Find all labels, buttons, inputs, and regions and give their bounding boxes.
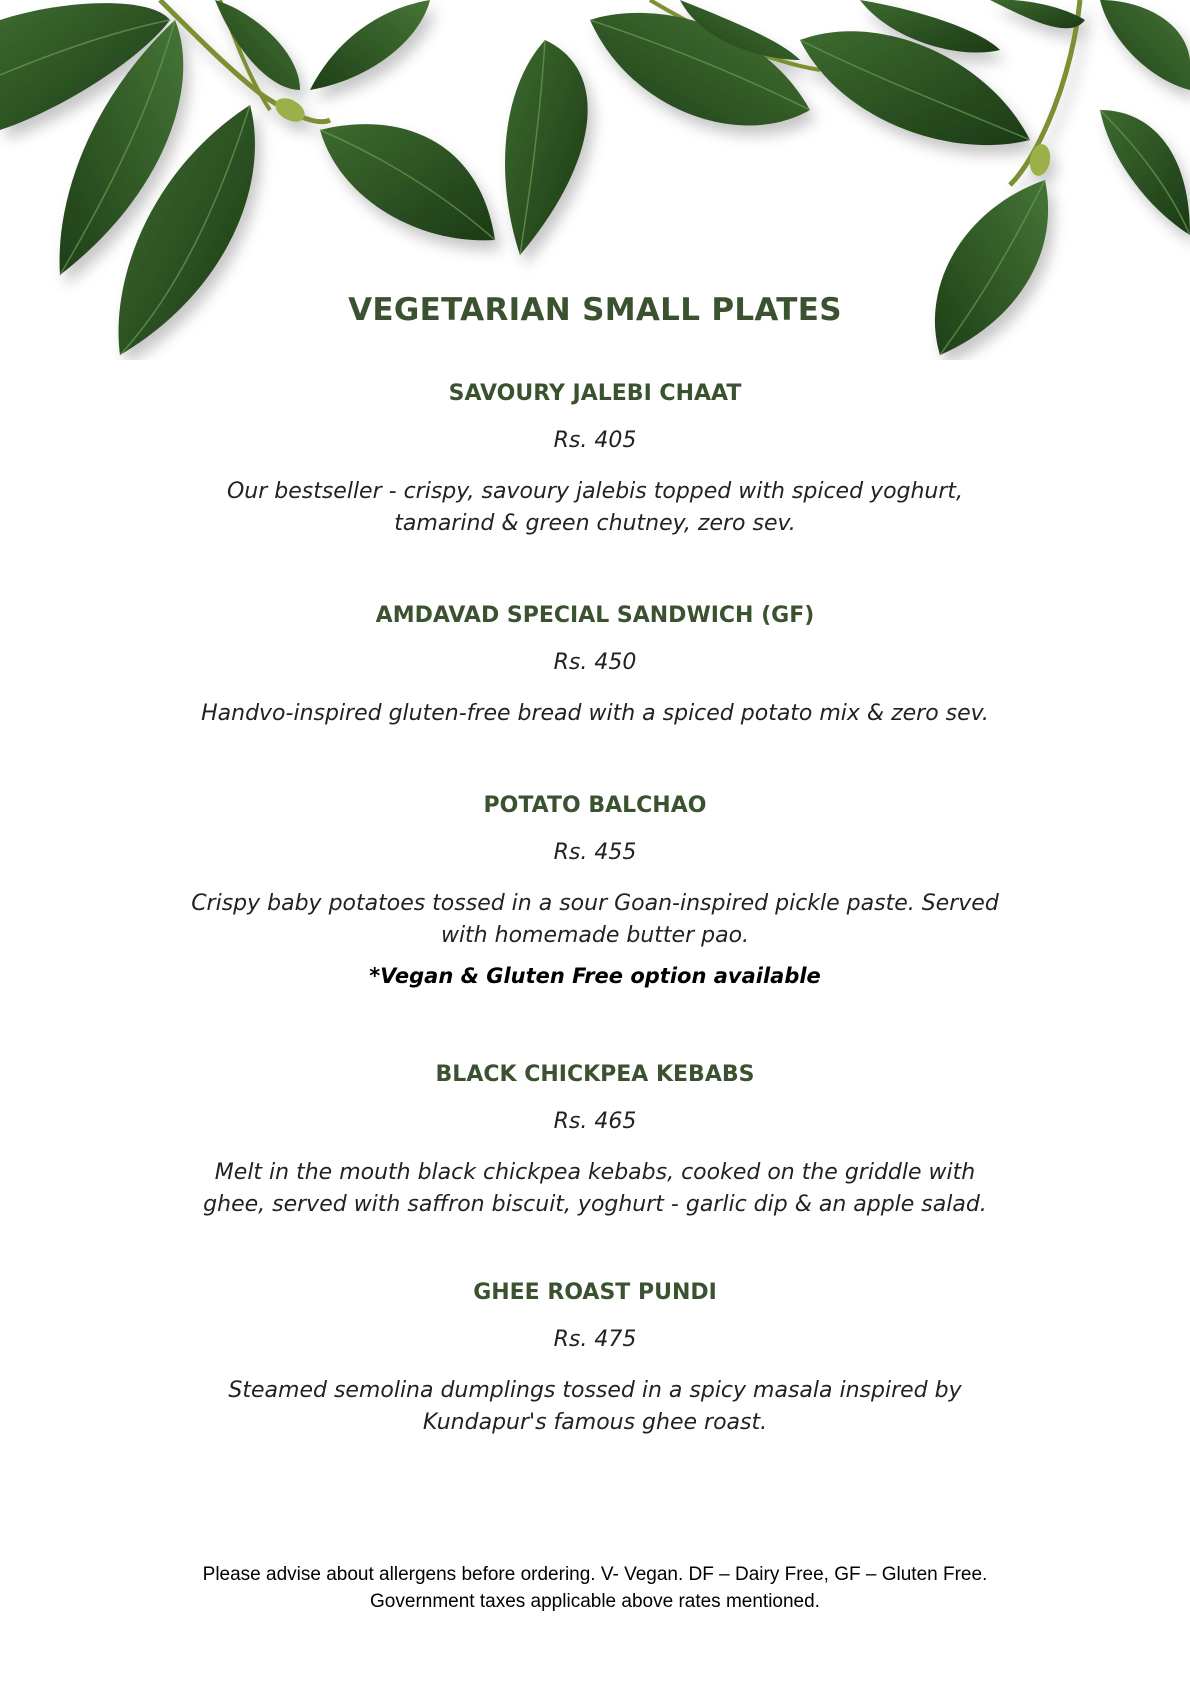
item-price: Rs. 405 xyxy=(553,428,637,453)
menu-item xyxy=(0,1280,1190,1439)
item-description xyxy=(0,888,1190,952)
item-description-line: with homemade butter pao. xyxy=(440,923,750,948)
item-description xyxy=(0,1157,1190,1221)
item-description xyxy=(0,476,1190,540)
item-name: POTATO BALCHAO xyxy=(483,793,707,818)
item-name: SAVOURY JALEBI CHAAT xyxy=(448,381,742,406)
item-description-line: tamarind & green chutney, zero sev. xyxy=(394,511,796,536)
item-name: AMDAVAD SPECIAL SANDWICH (GF) xyxy=(375,603,815,628)
page-title: VEGETARIAN SMALL PLATES xyxy=(348,292,842,328)
menu-item xyxy=(0,381,1190,540)
item-description-line: Handvo-inspired gluten-free bread with a spiced potato mix & zero sev. xyxy=(201,701,989,726)
item-description-line: Kundapur's famous ghee roast. xyxy=(422,1410,768,1435)
menu-item xyxy=(0,603,1190,730)
item-dietary-note: *Vegan & Gluten Free option available xyxy=(369,964,821,988)
footer-line: Government taxes applicable above rates mentioned. xyxy=(370,1591,820,1612)
item-price: Rs. 475 xyxy=(553,1327,637,1352)
item-price: Rs. 465 xyxy=(553,1109,637,1134)
item-description-line: Melt in the mouth black chickpea kebabs, cooked on the griddle with xyxy=(214,1160,976,1185)
item-price: Rs. 450 xyxy=(553,650,637,675)
item-description-line: Crispy baby potatoes tossed in a sour Goan-inspired pickle paste. Served xyxy=(191,891,999,916)
item-description xyxy=(0,698,1190,730)
menu-item xyxy=(0,1062,1190,1221)
item-description xyxy=(0,1375,1190,1439)
item-description-line: ghee, served with saffron biscuit, yoghurt - garlic dip & an apple salad. xyxy=(203,1192,987,1217)
item-name: BLACK CHICKPEA KEBABS xyxy=(435,1062,755,1087)
menu-item xyxy=(0,793,1190,988)
footer-line: Please advise about allergens before ordering. V- Vegan. DF – Dairy Free, GF – Gluten Free. xyxy=(202,1564,988,1585)
allergen-footer xyxy=(0,1561,1190,1615)
item-name: GHEE ROAST PUNDI xyxy=(473,1280,717,1305)
item-description-line: Our bestseller - crispy, savoury jalebis topped with spiced yoghurt, xyxy=(226,479,964,504)
item-description-line: Steamed semolina dumplings tossed in a spicy masala inspired by xyxy=(228,1378,962,1403)
item-price: Rs. 455 xyxy=(553,840,637,865)
